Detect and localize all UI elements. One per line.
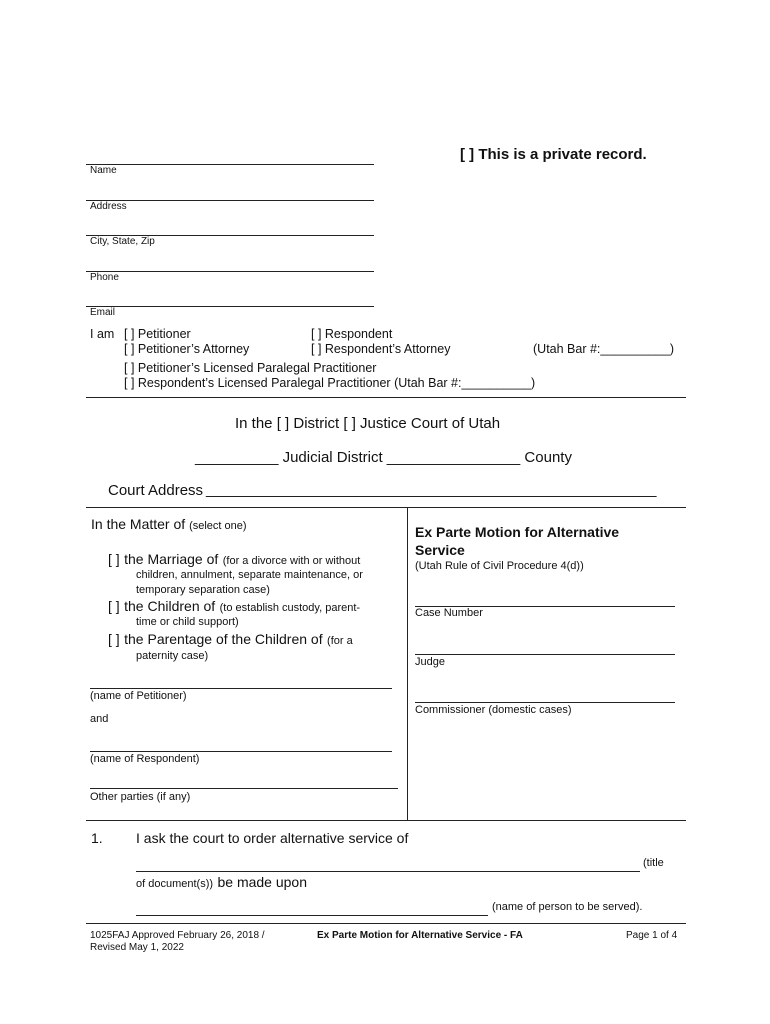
petitioners-lpp-checkbox[interactable]: [ ] Petitioner’s Licensed Paralegal Practitioner	[124, 361, 377, 375]
document-title-field[interactable]	[136, 853, 640, 872]
footer-revised: Revised May 1, 2022	[90, 942, 184, 953]
respondent-checkbox[interactable]: [ ] Respondent	[311, 327, 393, 341]
parentage-note: (for a	[327, 635, 353, 647]
footer-page-number: Page 1 of 4	[626, 930, 678, 941]
children-option[interactable]	[108, 598, 360, 616]
address-field[interactable]	[86, 182, 374, 201]
judicial-district-line[interactable]: __________ Judicial District ________________ County	[195, 449, 572, 466]
docs-prefix: of document(s))	[136, 878, 214, 890]
item-number: 1.	[91, 830, 103, 846]
city-state-zip-label: City, State, Zip	[90, 236, 155, 247]
petitioner-name-label: (name of Petitioner)	[90, 690, 187, 702]
respondents-attorney-checkbox[interactable]: [ ] Respondent’s Attorney	[311, 342, 451, 356]
name-field[interactable]	[86, 146, 374, 165]
petitioners-attorney-checkbox[interactable]: [ ] Petitioner’s Attorney	[124, 342, 250, 356]
petitioner-checkbox[interactable]: [ ] Petitioner	[124, 327, 191, 341]
and-label: and	[90, 713, 109, 725]
person-served-field[interactable]	[136, 897, 488, 916]
email-label: Email	[90, 307, 116, 318]
address-label: Address	[90, 201, 127, 212]
respondent-name-field[interactable]	[90, 733, 392, 752]
court-address-blank[interactable]: ______________________________________________________	[206, 481, 657, 498]
motion-title-line-2: Service	[415, 542, 465, 558]
children-note-cont: time or child support)	[136, 616, 239, 628]
case-number-field[interactable]	[415, 588, 675, 607]
marriage-checkbox[interactable]: [ ]	[108, 551, 120, 567]
docs-text: be made upon	[217, 874, 308, 890]
children-note: (to establish custody, parent-	[219, 602, 361, 614]
marriage-note-cont-1: children, annulment, separate maintenance, or	[136, 569, 363, 581]
phone-field[interactable]	[86, 253, 374, 272]
caption-top-border	[86, 507, 686, 508]
header-divider	[86, 397, 686, 398]
marriage-note-cont-2: temporary separation case)	[136, 584, 270, 596]
rule-reference: (Utah Rule of Civil Procedure 4(d))	[415, 560, 584, 572]
title-suffix: (title	[643, 857, 664, 869]
other-parties-field[interactable]	[90, 770, 398, 789]
parentage-option[interactable]	[108, 631, 353, 649]
city-state-zip-field[interactable]	[86, 217, 374, 236]
parentage-note-cont: paternity case)	[136, 650, 209, 662]
judge-field[interactable]	[415, 636, 675, 655]
petitioner-name-field[interactable]	[90, 670, 392, 689]
court-type-line[interactable]: In the [ ] District [ ] Justice Court of Utah	[235, 415, 501, 432]
matter-heading-text: In the Matter of	[91, 516, 186, 532]
respondent-name-label: (name of Respondent)	[90, 753, 200, 765]
footer-approved: 1025FAJ Approved February 26, 2018 /	[90, 930, 265, 941]
item-text: I ask the court to order alternative service of	[136, 830, 409, 846]
utah-bar-number: (Utah Bar #:__________)	[533, 342, 675, 356]
phone-label: Phone	[90, 272, 119, 283]
commissioner-label: Commissioner (domestic cases)	[415, 704, 572, 716]
matter-heading	[91, 516, 247, 532]
parentage-label: the Parentage of the Children of	[124, 631, 323, 647]
children-checkbox[interactable]: [ ]	[108, 598, 120, 614]
marriage-option[interactable]	[108, 551, 360, 569]
person-served-suffix: (name of person to be served).	[492, 901, 643, 913]
parentage-checkbox[interactable]: [ ]	[108, 631, 120, 647]
caption-divider	[407, 507, 408, 820]
matter-heading-note: (select one)	[189, 520, 247, 532]
i-am-label: I am	[90, 327, 115, 341]
case-number-label: Case Number	[415, 607, 483, 619]
commissioner-field[interactable]	[415, 684, 675, 703]
marriage-note: (for a divorce with or without	[222, 555, 361, 567]
footer-divider	[86, 923, 686, 924]
court-address-label: Court Address	[108, 482, 204, 499]
name-label: Name	[90, 165, 117, 176]
email-field[interactable]	[86, 288, 374, 307]
judge-label: Judge	[415, 656, 445, 668]
caption-bottom-border	[86, 820, 686, 821]
marriage-label: the Marriage of	[124, 551, 219, 567]
motion-title-line-1: Ex Parte Motion for Alternative	[415, 524, 620, 540]
footer-form-title: Ex Parte Motion for Alternative Service - FA	[317, 930, 523, 941]
children-label: the Children of	[124, 598, 216, 614]
private-record-checkbox[interactable]: [ ] This is a private record.	[460, 146, 647, 163]
respondents-lpp-checkbox[interactable]: [ ] Respondent’s Licensed Paralegal Practitioner (Utah Bar #:__________)	[124, 376, 536, 390]
other-parties-label: Other parties (if any)	[90, 791, 191, 803]
